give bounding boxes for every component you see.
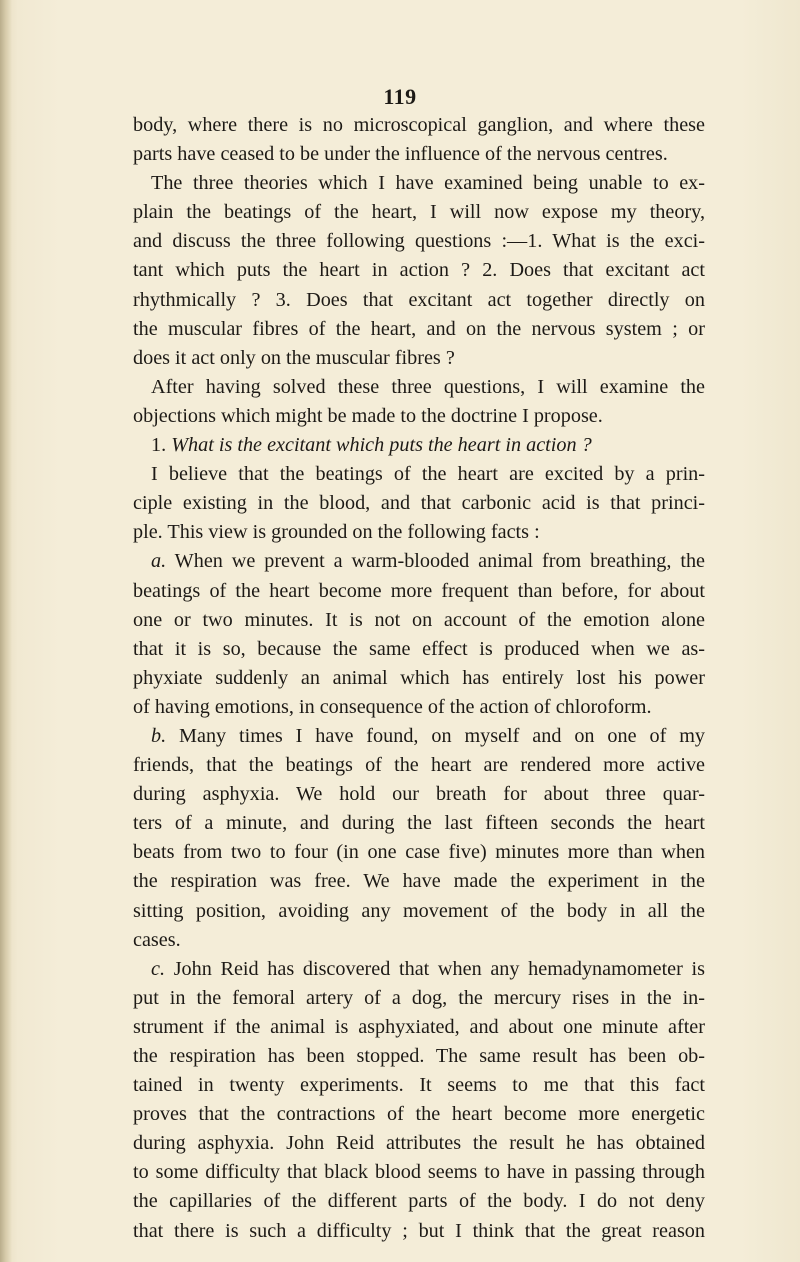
text-line-content: rhythmically ? 3. Does that excitant act together directly on	[133, 288, 705, 311]
text-line	[133, 1013, 705, 1042]
text-line	[133, 955, 705, 984]
text-line-content: beats from two to four (in one case five) minutes more than when	[133, 841, 705, 864]
text-line-content: ters of a minute, and during the last fifteen seconds the heart	[133, 812, 705, 835]
text-line	[133, 577, 705, 606]
text-line	[133, 897, 705, 926]
text-line-content: plain the beatings of the heart, I will now expose my theory,	[133, 201, 705, 224]
text-line	[133, 1042, 705, 1071]
text-line-content: tant which puts the heart in action ? 2. Does that excitant act	[133, 259, 705, 282]
text-line-content: during asphyxia. John Reid attributes the result he has obtained	[133, 1132, 705, 1155]
text-line-rest: John Reid has discovered that when any hemadynamometer is	[165, 957, 705, 980]
text-line	[133, 344, 705, 373]
text-line-content: the respiration was free. We have made the experiment in the	[133, 870, 705, 893]
text-line	[133, 1187, 705, 1216]
text-line-italic: What is the excitant which puts the heart in action ?	[171, 434, 592, 457]
text-line	[133, 111, 705, 140]
text-line-content: does it act only on the muscular fibres ?	[133, 346, 455, 369]
text-line	[133, 664, 705, 693]
text-line-content: and discuss the three following questions :—1. What is the exci-	[133, 230, 705, 253]
text-line	[133, 402, 705, 431]
text-line	[133, 722, 705, 751]
text-line	[133, 489, 705, 518]
text-line-content: during asphyxia. We hold our breath for about three quar-	[133, 783, 705, 806]
text-line-content: that there is such a difficulty ; but I think that the great reason	[133, 1219, 705, 1242]
text-line	[133, 460, 705, 489]
text-line	[133, 169, 705, 198]
text-line-content: After having solved these three questions, I will examine the	[151, 375, 705, 398]
text-line	[133, 809, 705, 838]
text-line-content: to some difficulty that black blood seems to have in passing through	[133, 1161, 705, 1184]
text-line-content: that it is so, because the same effect is produced when we as-	[133, 637, 705, 660]
text-line-content: proves that the contractions of the heart become more energetic	[133, 1103, 705, 1126]
text-line-content: tained in twenty experiments. It seems to me that this fact	[133, 1074, 705, 1097]
text-line-rest: Many times I have found, on myself and on one of my	[166, 724, 705, 747]
text-line-content: parts have ceased to be under the influence of the nervous centres.	[133, 143, 668, 166]
text-line-content: one or two minutes. It is not on account of the emotion alone	[133, 608, 705, 631]
text-line-content: I believe that the beatings of the heart are excited by a prin-	[151, 463, 705, 486]
text-line-content: the muscular fibres of the heart, and on the nervous system ; or	[133, 317, 705, 340]
text-line	[133, 315, 705, 344]
page-number: 119	[383, 84, 417, 109]
text-line-content: ciple existing in the blood, and that carbonic acid is that princi-	[133, 492, 705, 515]
text-line	[133, 1071, 705, 1100]
text-line-content: phyxiate suddenly an animal which has entirely lost his power	[133, 666, 705, 689]
text-line	[133, 926, 705, 955]
text-line	[133, 198, 705, 227]
text-line-rest: When we prevent a warm-blooded animal from breathing, the	[166, 550, 705, 573]
text-line	[133, 518, 705, 547]
text-line	[133, 780, 705, 809]
text-line-content: sitting position, avoiding any movement of the body in all the	[133, 899, 705, 922]
text-line-content: ple. This view is grounded on the following facts :	[133, 521, 540, 544]
text-line	[133, 547, 705, 576]
text-line-italic: b.	[151, 724, 167, 747]
text-line	[133, 693, 705, 722]
text-line-content: body, where there is no microscopical ganglion, and where these	[133, 114, 705, 136]
text-line	[133, 431, 705, 460]
text-line-italic: c.	[151, 957, 166, 980]
text-line	[133, 867, 705, 896]
text-line	[133, 838, 705, 867]
text-line	[133, 256, 705, 285]
text-line-content: the capillaries of the different parts of the body. I do not deny	[133, 1190, 705, 1213]
text-line-content: 1.	[151, 434, 172, 457]
text-line	[133, 984, 705, 1013]
text-line-content: cases.	[133, 928, 181, 951]
text-line-content: The three theories which I have examined being unable to ex-	[151, 172, 705, 195]
text-line	[133, 227, 705, 256]
text-line-content: of having emotions, in consequence of the action of chloroform.	[133, 695, 652, 718]
text-line	[133, 1129, 705, 1158]
text-line	[133, 1100, 705, 1129]
text-line	[133, 1217, 705, 1246]
text-line	[133, 606, 705, 635]
text-line-content: beatings of the heart become more frequent than before, for about	[133, 579, 705, 602]
text-line-content: put in the femoral artery of a dog, the mercury rises in the in-	[133, 986, 705, 1009]
text-line-italic: a.	[151, 550, 167, 573]
text-line	[133, 373, 705, 402]
text-line-content: friends, that the beatings of the heart are rendered more active	[133, 754, 705, 777]
text-line	[133, 140, 705, 169]
text-line-content: the respiration has been stopped. The same result has been ob-	[133, 1045, 705, 1067]
text-line	[133, 751, 705, 780]
text-line-content: objections which might be made to the doctrine I propose.	[133, 404, 603, 427]
page-binding-shadow	[0, 0, 12, 1262]
text-line	[133, 635, 705, 664]
body-text	[133, 111, 705, 1246]
text-line	[133, 286, 705, 315]
text-line-content: strument if the animal is asphyxiated, and about one minute after	[133, 1015, 705, 1038]
text-line	[133, 1158, 705, 1187]
